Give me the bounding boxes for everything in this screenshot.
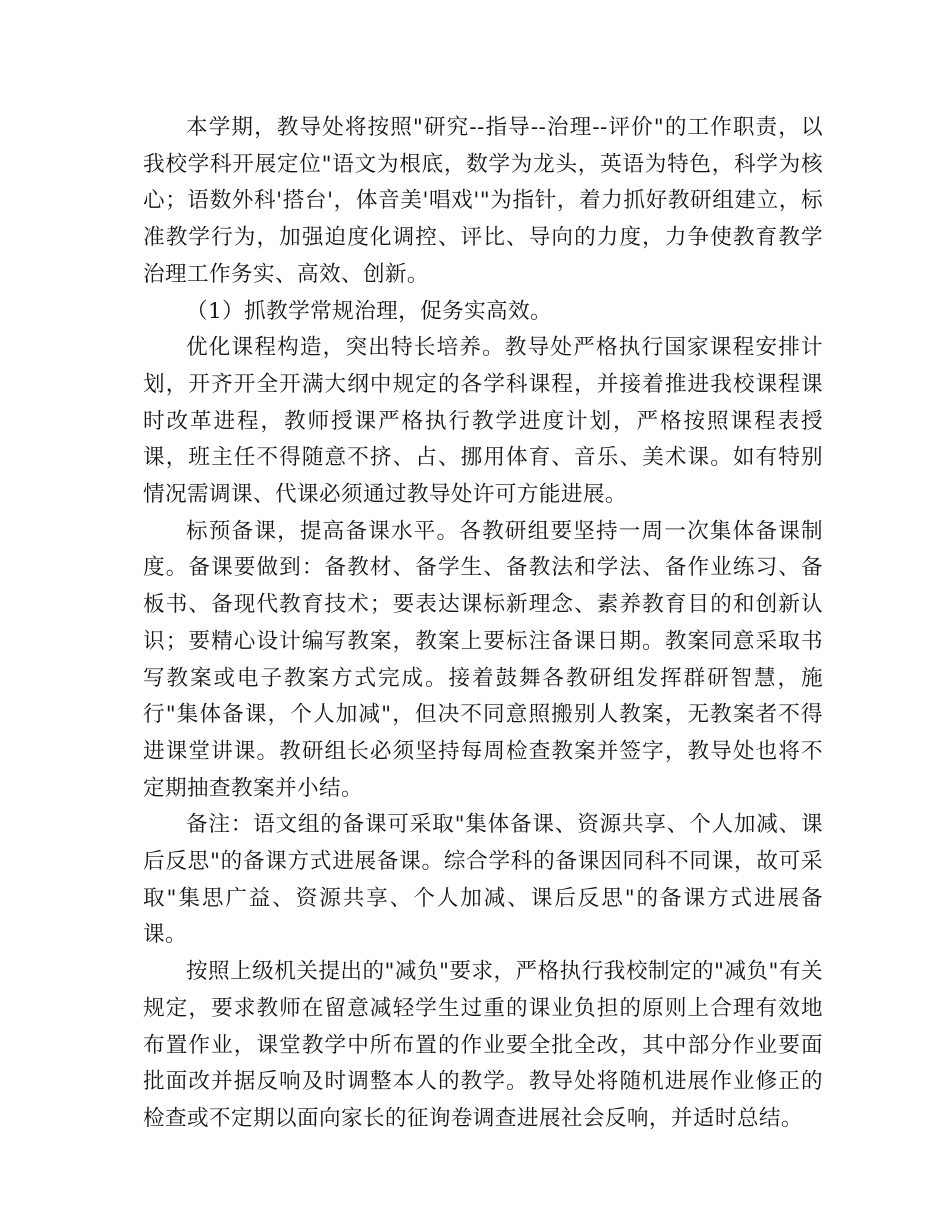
paragraph-curriculum: 优化课程构造，突出特长培养。教导处严格执行国家课程安排计划，开齐开全开满大纲中规定的各学科课程，并接着推进我校课程课时改革进程，教师授课严格执行教学进度计划，严格按照课程表授课，班主任不得随意不挤、占、挪用体育、音乐、美术课。如有特别情况需调课、代课必须通过教导处许可方能进展。 xyxy=(143,335,823,508)
paragraph-homework: 按照上级机关提出的"减负"要求，严格执行我校制定的"减负"有关规定，要求教师在留意减轻学生过重的课业负担的原则上合理有效地布置作业，课堂教学中所布置的作业要全批全改，其中部分作业要面批面改并据反响及时调整本人的教学。教导处将随机进展作业修正的检查或不定期以面向家长的征询卷调查进展社会反响，并适时总结。 xyxy=(143,959,823,1131)
paragraph-lesson-prep: 标预备课，提高备课水平。各教研组要坚持一周一次集体备课制度。备课要做到：备教材、备学生、备教法和学法、备作业练习、备板书、备现代教育技术；要表达课标新理念、素养教育目的和创新认识；要精心设计编写教案，教案上要标注备课日期。教案同意采取书写教案或电子教案方式完成。接着鼓舞各教研组发挥群研智慧，施行"集体备课，个人加减"，但决不同意照搬别人教案，无教案者不得进课堂讲课。教研组长必须坚持每周检查教案并签字，教导处也将不定期抽查教案并小结。 xyxy=(143,518,823,801)
paragraph-note: 备注：语文组的备课可采取"集体备课、资源共享、个人加减、课后反思"的备课方式进展备课。综合学科的备课因同科不同课，故可采取"集思广益、资源共享、个人加减、课后反思"的备课方式进展备课。 xyxy=(143,812,823,948)
paragraph-intro: 本学期，教导处将按照"研究--指导--治理--评价"的工作职责，以我校学科开展定位"语文为根底，数学为龙头，英语为特色，科学为核心；语数外科'搭台'，体音美'唱戏'"为指针，着力抓好教研组建立，标准教学行为，加强迫度化调控、评比、导向的力度，力争使教育教学治理工作务实、高效、创新。 xyxy=(143,115,823,287)
document-body xyxy=(143,110,823,1138)
section-heading-1: （1）抓教学常规治理，促务实高效。 xyxy=(186,298,553,324)
